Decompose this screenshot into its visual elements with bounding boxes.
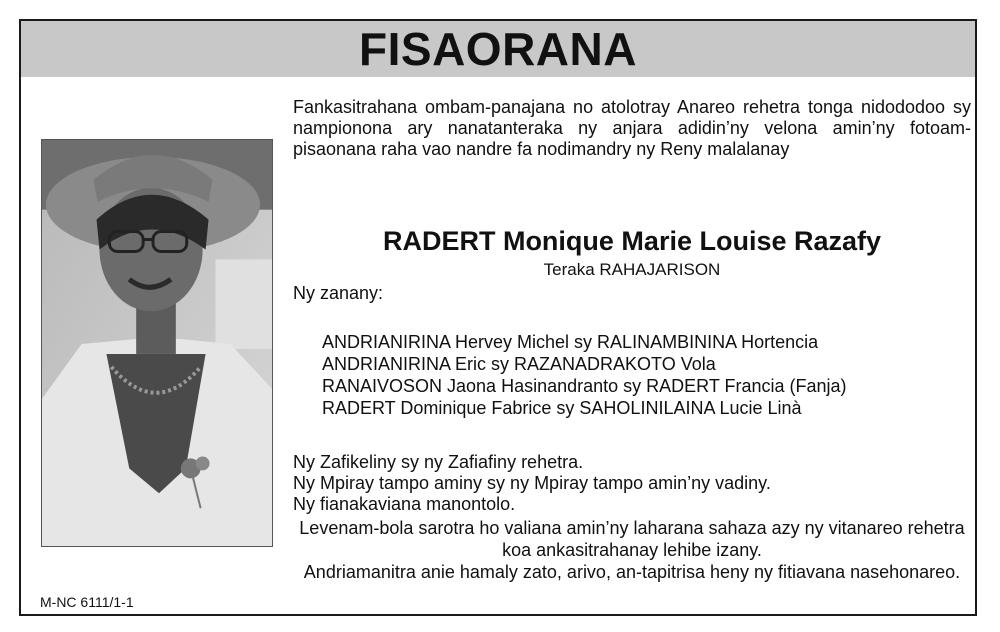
heirs-label: Ny zanany: xyxy=(293,283,384,303)
relatives-list xyxy=(293,452,771,515)
page-title: FISAORANA xyxy=(359,23,637,75)
closing-text xyxy=(293,517,971,583)
blessing-paragraph: Andriamanitra anie hamaly zato, arivo, an-tapitrisa heny ny fitiavana nasehonareo. xyxy=(303,562,961,582)
list-item: RADERT Dominique Fabrice sy SAHOLINILAINA Lucie Linà xyxy=(322,398,802,418)
title-banner xyxy=(21,21,975,77)
intro-text: Fankasitrahana ombam-panajana no atolotray Anareo rehetra tonga nidododoo sy nampionona ary nanatanteraka ny anjara adidin’ny velona amin’ny fotoam-pisaonana raha vao nandre fa nodimandry ny Reny malalanay xyxy=(293,97,971,159)
list-item: RANAIVOSON Jaona Hasinandranto sy RADERT Francia (Fanja) xyxy=(322,376,847,396)
thanks-paragraph: Levenam-bola sarotra ho valiana amin’ny laharana sahaza azy ny vitanareo rehetra koa ankasitrahanay lehibe izany. xyxy=(299,518,965,560)
list-item: Ny Mpiray tampo aminy sy ny Mpiray tampo amin’ny vadiny. xyxy=(293,473,771,493)
portrait-illustration xyxy=(42,140,272,546)
obituary-notice xyxy=(19,19,977,616)
portrait-photo xyxy=(41,139,273,547)
list-item: Ny Zafikeliny sy ny Zafiafiny rehetra. xyxy=(293,452,584,472)
reference-code: M-NC 6111/1-1 xyxy=(40,594,134,610)
list-item: ANDRIANIRINA Eric sy RAZANADRAKOTO Vola xyxy=(322,354,716,374)
deceased-name: RADERT Monique Marie Louise Razafy xyxy=(382,226,882,256)
list-item: Ny fianakaviana manontolo. xyxy=(293,494,516,514)
maiden-name: Teraka RAHAJARISON xyxy=(543,260,721,279)
list-item: ANDRIANIRINA Hervey Michel sy RALINAMBININA Hortencia xyxy=(322,332,819,352)
children-list xyxy=(322,331,847,419)
